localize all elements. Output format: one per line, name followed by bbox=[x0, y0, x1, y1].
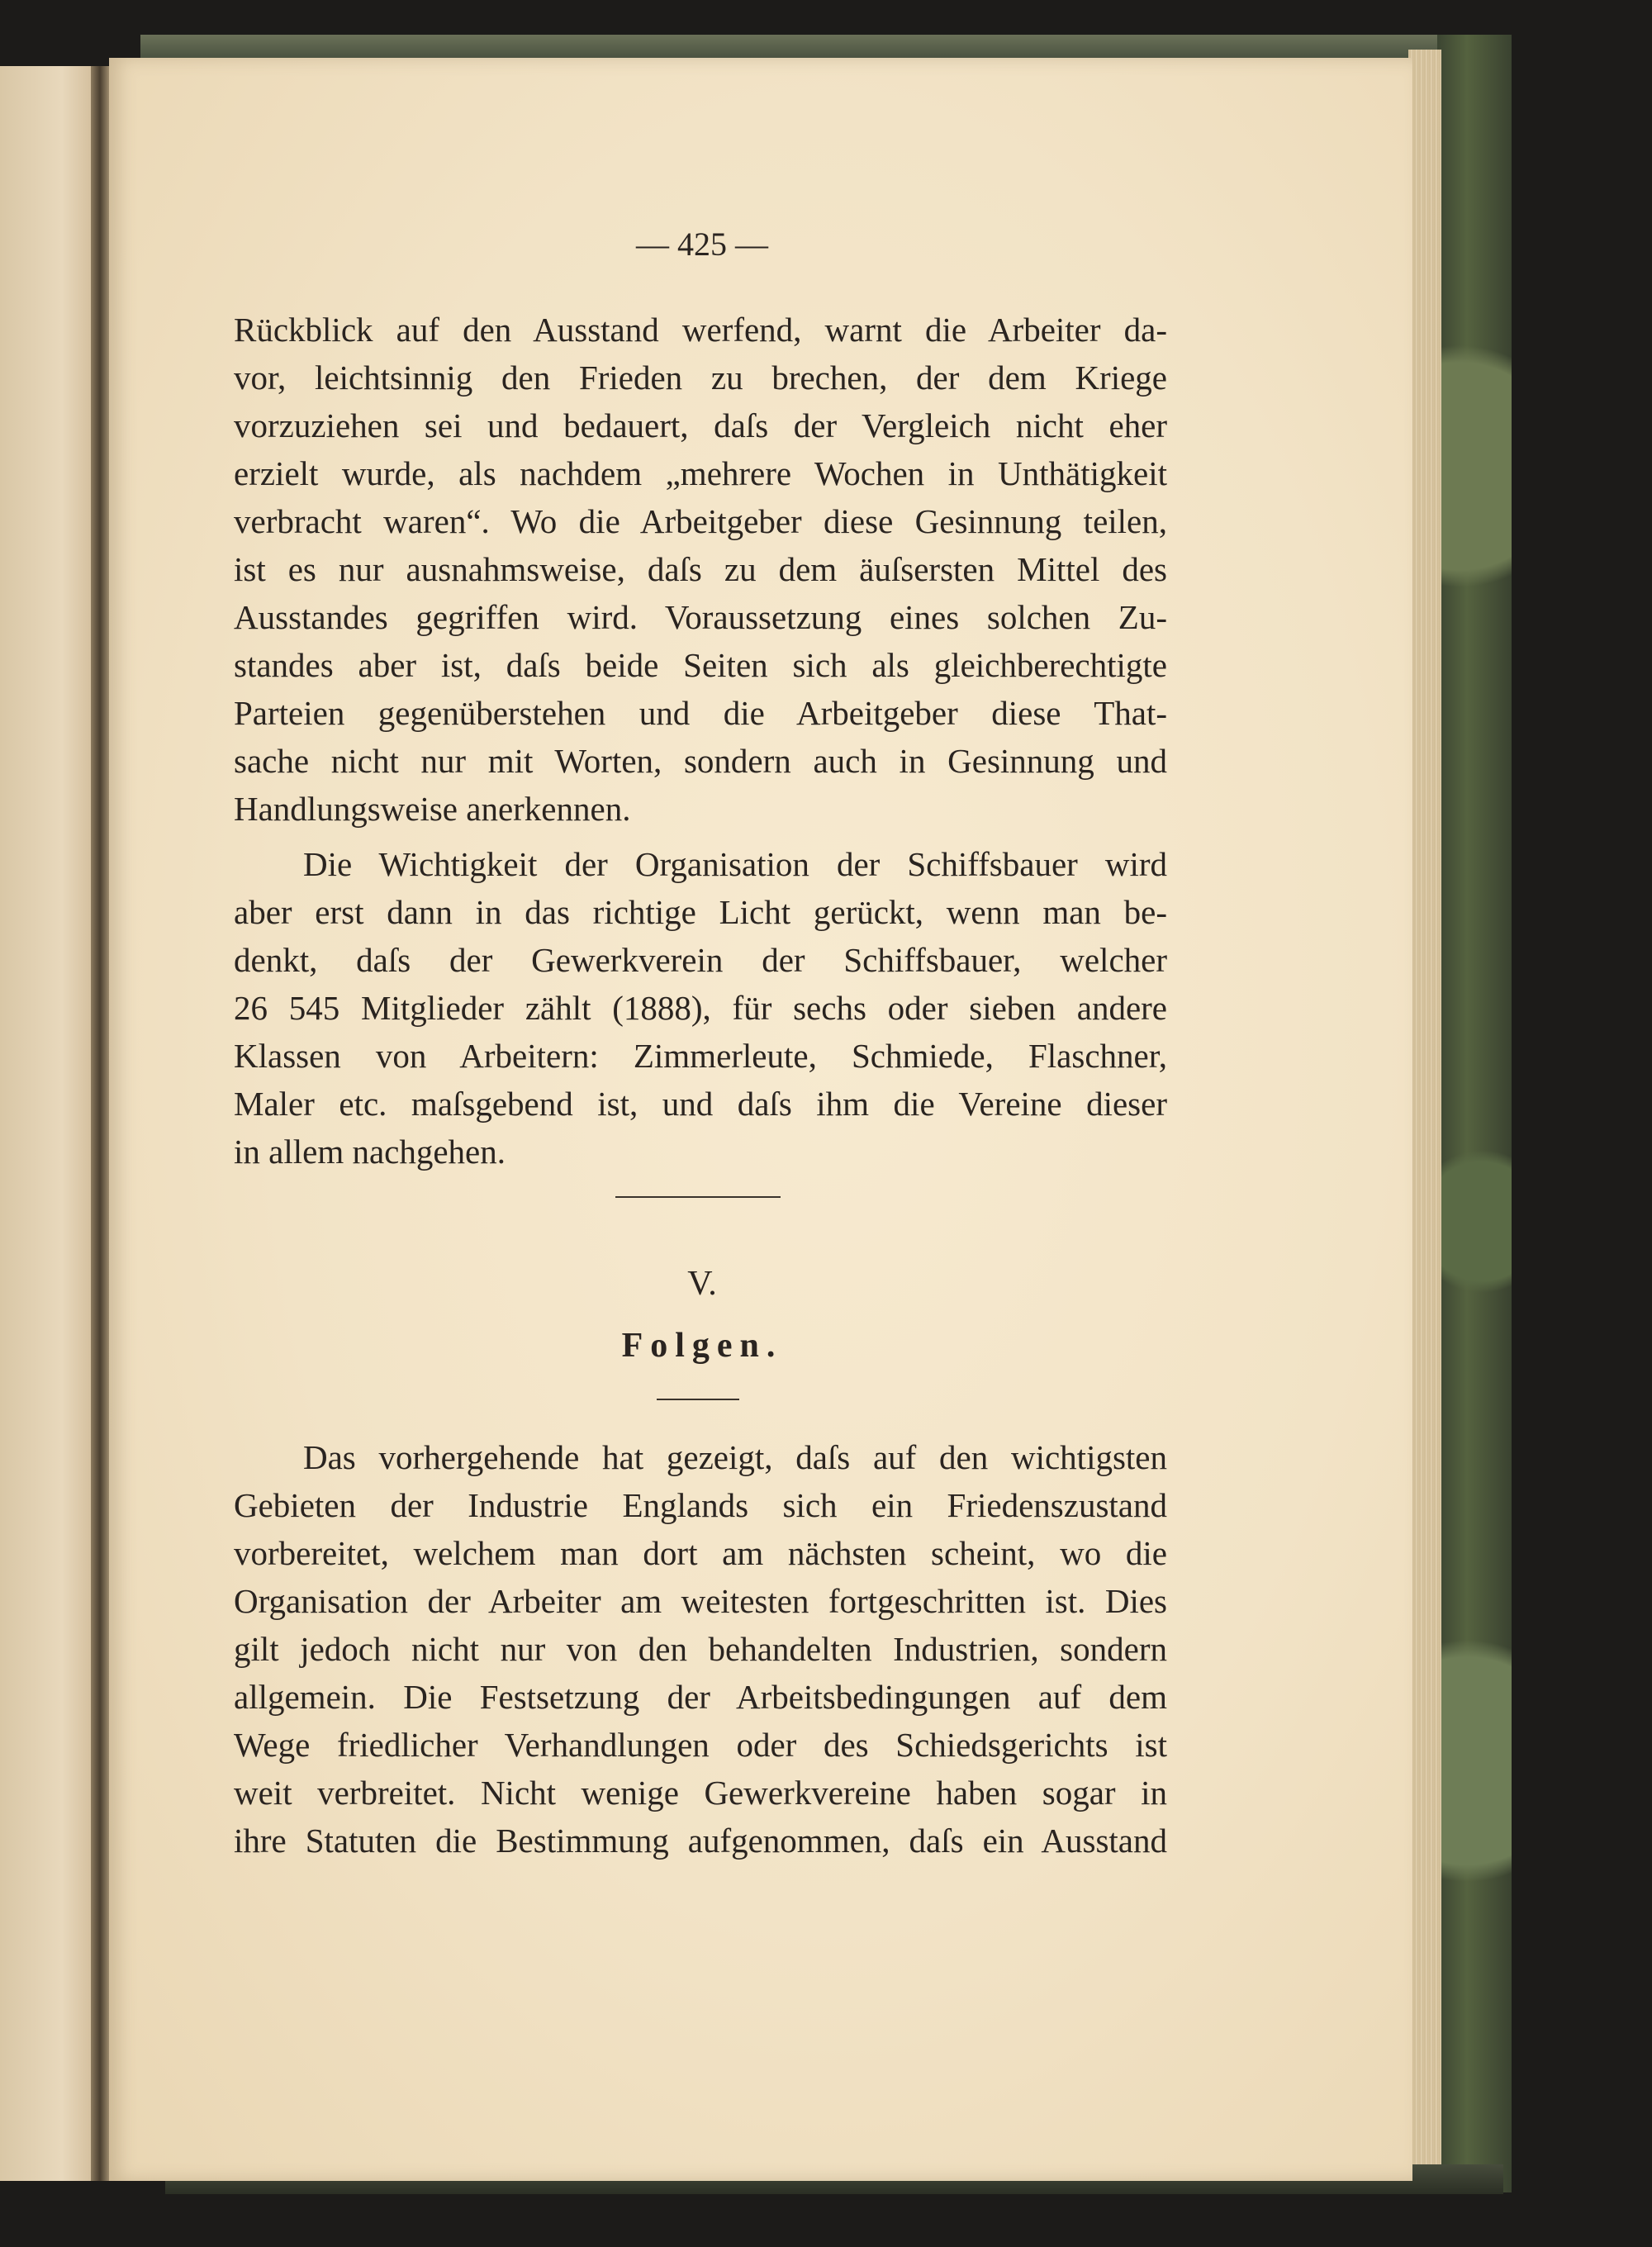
text-line: denkt, daſs der Gewerkverein der Schiffsbauer, welcher bbox=[234, 941, 1167, 979]
text-line: 26 545 Mitglieder zählt (1888), für sechs oder sieben andere bbox=[234, 989, 1167, 1027]
book-cover-right bbox=[1437, 35, 1512, 2192]
text-line: Die Wichtigkeit der Organisation der Schiffsbauer wird bbox=[303, 845, 1167, 883]
text-line: erzielt wurde, als nachdem „mehrere Wochen in Unthätigkeit bbox=[234, 454, 1167, 492]
text-line: Ausstandes gegriffen wird. Voraussetzung eines solchen Zu- bbox=[234, 598, 1167, 636]
text-line: standes aber ist, daſs beide Seiten sich als gleichberechtigte bbox=[234, 646, 1167, 684]
text-line: vor, leichtsinnig den Frieden zu brechen, der dem Kriege bbox=[234, 359, 1167, 397]
section-divider-top bbox=[615, 1196, 781, 1198]
text-line: verbracht waren“. Wo die Arbeitgeber diese Gesinnung teilen, bbox=[234, 502, 1167, 540]
text-line: vorbereitet, welchem man dort am nächsten scheint, wo die bbox=[234, 1534, 1167, 1572]
section-number: V. bbox=[687, 1265, 717, 1303]
book-gutter bbox=[91, 66, 109, 2181]
text-line: Rückblick auf den Ausstand werfend, warnt die Arbeiter da- bbox=[234, 311, 1167, 349]
text-line: sache nicht nur mit Worten, sondern auch in Gesinnung und bbox=[234, 742, 1167, 780]
text-line: ihre Statuten die Bestimmung aufgenommen, daſs ein Ausstand bbox=[234, 1822, 1167, 1860]
text-line: in allem nachgehen. bbox=[234, 1133, 506, 1171]
text-line: aber erst dann in das richtige Licht gerückt, wenn man be- bbox=[234, 893, 1167, 931]
text-line: Gebieten der Industrie Englands sich ein Friedenszustand bbox=[234, 1486, 1167, 1524]
text-line: Maler etc. maſsgebend ist, und daſs ihm die Vereine dieser bbox=[234, 1085, 1167, 1123]
text-line: ist es nur ausnahmsweise, daſs zu dem äuſsersten Mittel des bbox=[234, 550, 1167, 588]
text-line: allgemein. Die Festsetzung der Arbeitsbedingungen auf dem bbox=[234, 1678, 1167, 1716]
page-edges bbox=[1408, 50, 1441, 2181]
left-page-edge bbox=[0, 66, 103, 2181]
text-line: Parteien gegenüberstehen und die Arbeitgeber diese That- bbox=[234, 694, 1167, 732]
section-divider-bottom bbox=[657, 1399, 739, 1400]
text-line: Handlungsweise anerkennen. bbox=[234, 790, 631, 828]
text-line: gilt jedoch nicht nur von den behandelten Industrien, sondern bbox=[234, 1630, 1167, 1668]
text-line: weit verbreitet. Nicht wenige Gewerkvereine haben sogar in bbox=[234, 1774, 1167, 1812]
page-number: — 425 — bbox=[636, 226, 768, 263]
section-title: Folgen. bbox=[621, 1327, 783, 1365]
text-line: Organisation der Arbeiter am weitesten fortgeschritten ist. Dies bbox=[234, 1582, 1167, 1620]
text-line: vorzuziehen sei und bedauert, daſs der Vergleich nicht eher bbox=[234, 406, 1167, 444]
text-line: Klassen von Arbeitern: Zimmerleute, Schmiede, Flaschner, bbox=[234, 1037, 1167, 1075]
text-line: Wege friedlicher Verhandlungen oder des Schiedsgerichts ist bbox=[234, 1726, 1167, 1764]
text-line: Das vorhergehende hat gezeigt, daſs auf den wichtigsten bbox=[303, 1438, 1167, 1476]
